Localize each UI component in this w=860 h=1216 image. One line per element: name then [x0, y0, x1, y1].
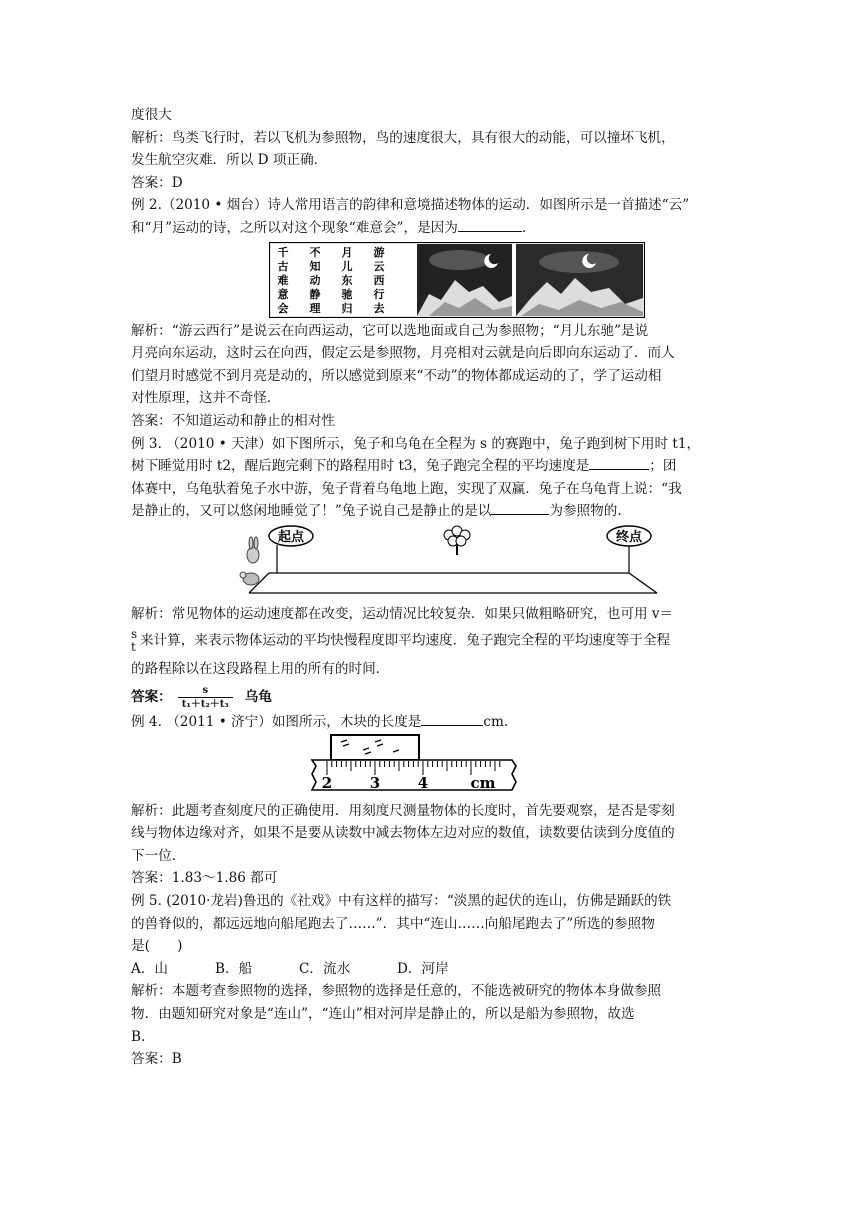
example-3-line: 树下睡觉用时 t2，醒后跑完剩下的路程用时 t3，兔子跑完全程的平均速度是 ；团 — [131, 455, 743, 478]
poem-image — [269, 242, 645, 318]
poem-char: 不 — [309, 245, 321, 259]
poem-char: 会 — [277, 301, 289, 315]
ruler-unit: cm — [470, 773, 496, 792]
poem-char: 去 — [373, 301, 385, 315]
race-diagram — [239, 523, 659, 599]
option-a[interactable]: A．山 — [131, 960, 169, 977]
analysis-line: 解析：常见物体的运动速度都在改变，运动情况比较复杂．如果只做粗略研究，也可用 v＝ — [131, 605, 674, 622]
answer-fraction: $\frac{s}{\text{t₁＋t₂＋t₃}}$ — [178, 684, 233, 711]
poem-char: 千 — [277, 245, 289, 259]
answer-line: 答案：B — [131, 1051, 182, 1068]
ruler-diagram — [307, 734, 519, 798]
ruler-label: 4 — [417, 773, 429, 792]
analysis-line: 的路程除以在这段路程上用的所有的时间． — [131, 660, 390, 677]
options-line — [131, 958, 743, 981]
analysis-line: B. — [131, 1028, 146, 1045]
example-2-line: 和“月”运动的诗，之所以对这个现象“难意会”，是因为 ． — [131, 217, 743, 240]
document — [131, 104, 743, 1071]
example-5-line: 是( ) — [131, 938, 183, 955]
poem-char: 驰 — [341, 287, 353, 301]
poem-char: 古 — [277, 259, 289, 273]
analysis-line: 对性原理，这并不奇怪． — [131, 390, 281, 407]
answer-line: 答案： $\frac{s}{\text{t₁＋t₂＋t₃}}$ 乌龟 — [131, 685, 272, 711]
analysis-line: 解析：此题考查刻度尺的正确使用．用刻度尺测量物体的长度时，首先要观察，是否是零刻 — [131, 802, 675, 819]
option-d[interactable]: D．河岸 — [397, 960, 449, 977]
analysis-line: s t 来计算，来表示物体运动的平均快慢程度即平均速度．兔子跑完全程的平均速度等于全程 — [131, 626, 671, 654]
ruler-label: 3 — [369, 773, 381, 792]
ruler-figure — [131, 734, 743, 800]
example-5-line: 的兽脊似的，都远远地向船尾跑去了……”．其中“连山……向船尾跑去了”所选的参照物 — [131, 915, 655, 932]
example-2-line: 例 2.（2010 • 烟台）诗人常用语言的韵律和意境描述物体的运动．如图所示是一首描述“云” — [131, 197, 690, 214]
poem-char: 静 — [309, 287, 321, 301]
poem-char: 意 — [277, 287, 289, 301]
option-c[interactable]: C．流水 — [299, 960, 351, 977]
poem-char: 儿 — [341, 259, 353, 273]
analysis-line: 们望月时感觉不到月亮是动的，所以感觉到原来“不动”的物体都成运动的了，学了运动相 — [131, 367, 662, 384]
example-4-line: 例 4. （2011 • 济宁）如图所示，木块的长度是 cm. — [131, 711, 743, 734]
rabbit-icon — [247, 537, 259, 563]
wood-block — [331, 735, 419, 760]
poem-char: 理 — [309, 301, 321, 315]
poem-char: 西 — [373, 273, 385, 287]
example-3-line: 是静止的，又可以悠闲地睡觉了！”兔子说自己是静止的是以 为参照物的． — [131, 500, 743, 523]
end-label: 终点 — [615, 529, 643, 545]
poem-char: 归 — [341, 301, 353, 315]
start-label: 起点 — [277, 529, 305, 545]
analysis-line: 线与物体边缘对齐，如果不是要从读数中减去物体左边对应的数值，读数要估读到分度值的 — [131, 825, 675, 842]
analysis-line: 下一位． — [131, 847, 186, 864]
example-3-line: 例 3. （2010 • 天津）如下图所示，兔子和乌龟在全程为 s 的赛跑中，兔子跑到树下用时 t1， — [131, 435, 701, 452]
analysis-line: 解析：“游云西行”是说云在向西运动，它可以选地面或自己为参照物；“月儿东驰”是说 — [131, 322, 649, 339]
answer-blank[interactable] — [421, 711, 483, 726]
option-b[interactable]: B．船 — [215, 960, 253, 977]
text-line: 度很大 — [131, 107, 172, 123]
race-figure — [131, 523, 743, 603]
answer-blank[interactable] — [491, 500, 549, 515]
poem-char: 游 — [373, 245, 385, 259]
answer-blank[interactable] — [458, 217, 522, 232]
turtle-icon — [240, 572, 259, 585]
poem-char: 动 — [309, 273, 321, 287]
text-line: 发生航空灾难．所以 D 项正确． — [131, 152, 328, 169]
ruler-label: 2 — [321, 773, 333, 792]
poem-char: 行 — [373, 287, 385, 301]
analysis-line: 解析：本题考查参照物的选择，参照物的选择是任意的，不能选被研究的物体本身做参照 — [131, 983, 662, 1000]
poem-char: 知 — [309, 259, 321, 273]
text-line: 解析：鸟类飞行时，若以飞机为参照物，鸟的速度很大，具有很大的动能，可以撞坏飞机， — [131, 129, 675, 146]
answer-blank[interactable] — [589, 455, 649, 470]
poem-figure — [131, 240, 743, 320]
tree-icon — [444, 526, 470, 555]
analysis-line: 物．由题知研究对象是“连山”，“连山”相对河岸是静止的，所以是船为参照物，故选 — [131, 1006, 635, 1023]
example-3-line: 体赛中，乌龟驮着兔子水中游，兔子背着乌龟地上跑，实现了双赢．兔子在乌龟背上说：“我 — [131, 480, 682, 497]
analysis-line: 月亮向东运动，这时云在向西，假定云是参照物，月亮相对云就是向后即向东运动了．而人 — [131, 345, 675, 362]
example-5-line: 例 5. (2010·龙岩)鲁迅的《社戏》中有这样的描写：“淡黑的起伏的连山，仿佛是踊跃的铁 — [131, 893, 672, 910]
poem-char: 东 — [341, 273, 353, 287]
answer-line: 答案：D — [131, 174, 183, 191]
answer-line: 答案：1.83～1.86 都可 — [131, 870, 278, 887]
answer-line: 答案：不知道运动和静止的相对性 — [131, 412, 335, 429]
poem-char: 月 — [341, 245, 353, 259]
poem-char: 云 — [373, 259, 385, 273]
poem-char: 难 — [277, 273, 289, 287]
